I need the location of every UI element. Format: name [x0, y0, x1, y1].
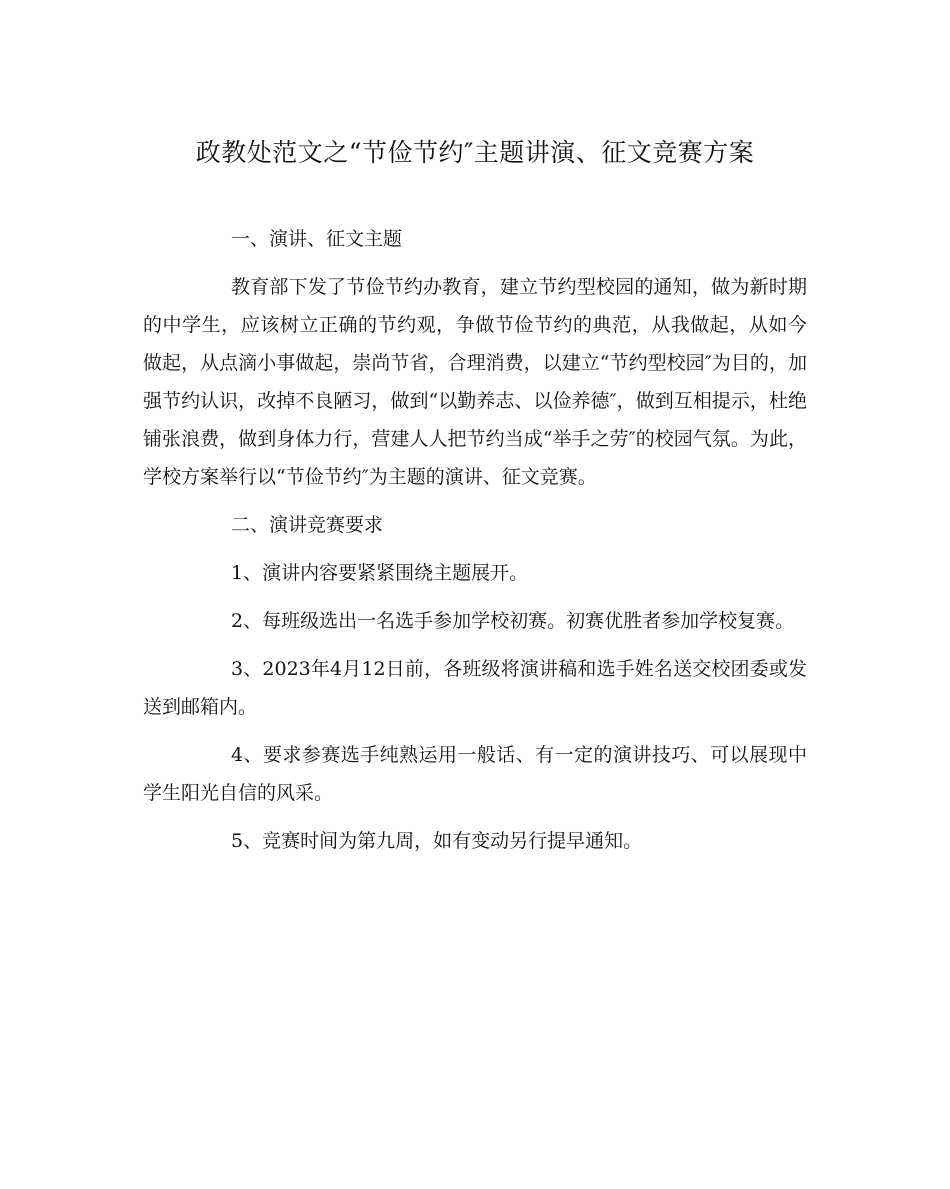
- requirement-item-4: 4、要求参赛选手纯熟运用一般话、有一定的演讲技巧、可以展现中学生阳光自信的风采。: [143, 744, 807, 804]
- requirement-item-5: 5、竞赛时间为第九周，如有变动另行提早通知。: [231, 830, 643, 852]
- paragraph-theme-intro: 教育部下发了节俭节约办教育，建立节约型校园的通知，做为新时期的中学生，应该树立正确的节约观，争做节俭节约的典范，从我做起，从如今做起，从点滴小事做起，崇尚节省，合理消费，以建立“节约型校园″为目的，加强节约认识，改掉不良陋习，做到“以勤养志、以俭养德″，做到互相提示，杜绝铺张浪费，做到身体力行，营建人人把节约当成“举手之劳″的校园气氛。为此，学校方案举行以“节俭节约″为主题的演讲、征文竞赛。: [143, 276, 807, 488]
- requirement-item-1: 1、演讲内容要紧紧围绕主题展开。: [231, 562, 529, 584]
- section-heading-requirements: 二、演讲竞赛要求: [231, 514, 384, 536]
- requirement-item-3: 3、2023年4月12日前，各班级将演讲稿和选手姓名送交校团委或发送到邮箱内。: [143, 658, 807, 718]
- document-title: 政教处范文之“节俭节约″主题讲演、征文竞赛方案: [195, 138, 755, 167]
- document-body: [143, 220, 807, 870]
- requirement-item-2: 2、每班级选出一名选手参加学校初赛。初赛优胜者参加学校复赛。: [231, 610, 795, 632]
- section-heading-theme: 一、演讲、征文主题: [231, 228, 403, 250]
